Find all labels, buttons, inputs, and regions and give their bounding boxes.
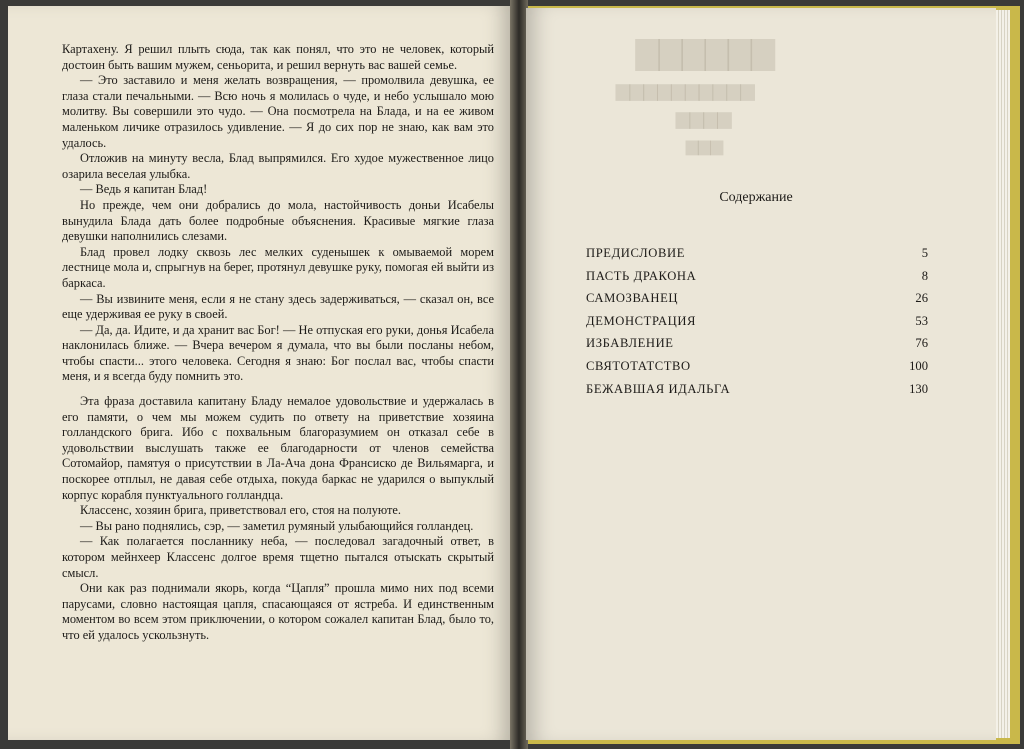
text-paragraph: Отложив на минуту весла, Блад выпрямился. Его худое мужественное лицо озарила веселая улыбка. [62,151,494,181]
toc-entry-title: САМОЗВАНЕЦ [586,291,679,306]
text-paragraph: Блад провел лодку сквозь лес мелких суденышек к омываемой морем лестнице мола и, спрыгнув на берег, протянул девушке руку, помогая ей выйти из баркаса. [62,244,494,290]
toc-entry [586,359,928,382]
toc-entry-page: 5 [921,246,928,260]
toc-entry [586,382,928,405]
bleed-through-shadow: ▆▆▆▆ [676,108,732,128]
bleed-through-shadow: ▆▆▆ [686,138,723,155]
left-page [8,6,512,740]
text-paragraph: — Ведь я капитан Блад! [80,182,208,197]
toc-entry-title: БЕЖАВШАЯ ИДАЛЬГА [586,381,731,396]
text-paragraph: — Вы извините меня, если я не стану здесь задерживаться, — сказал он, все еще удерживая ее руку в своей. [62,291,494,322]
page-stack-edge [996,10,1010,738]
text-paragraph: — Как полагается посланнику неба, — последовал загадочный ответ, в котором мейнхеер Классенс долгое время тщетно пытался отыскать скрытый смысл. [62,534,494,580]
text-paragraph: Эта фраза доставила капитану Бладу немалое удовольствие и удержалась в его памяти, о чем мы можем судить по ответу на приветствие хозяина голландского брига. Ибо с похвальным благоразумием он отказал себе в удовольствии выслушать также ее благодарности от членов семейства Сотомайор, памятуя о присутствии в Ла-Ача дона Франсиско де Вильямарга, и поскорее отплыл, не давая себе отдыха, покуда баркас не ударился о выпуклый корпус корабля пунктуального голландца. [62,394,494,502]
text-paragraph: Они как раз поднимали якорь, когда “Цапля” прошла мимо них под всеми парусами, словно настоящая цапля, спасающаяся от ястреба. И единственным моментом во всем этом приключении, о котором сожалел капитан Блад, было то, что ей удалось ускользнуть. [62,581,494,642]
table-of-contents [586,246,928,404]
toc-entry-page: 100 [909,358,928,373]
toc-entry-page: 26 [915,291,928,306]
toc-entry [586,246,928,269]
bleed-through-shadow: ▇▇▇▇▇▇ [636,37,775,70]
toc-entry-title: ПРЕДИСЛОВИЕ [586,246,685,260]
toc-entry-page: 53 [915,313,928,328]
text-paragraph: Классенс, хозяин брига, приветствовал его, стоя на полуюте. [80,503,401,518]
text-paragraph: — Да, да. Идите, и да хранит вас Бог! — Не отпуская его руки, донья Исабела наклонилась ближе. — Вчера вечером я думала, что вы были посланы небом, чтобы спасти... этого человека. Сегодня я знаю: Бог послал вас, чтобы спасти меня, и я всегда буду помнить это. [62,322,494,384]
toc-entry [586,269,928,292]
toc-entry [586,291,928,314]
bleed-through-shadow: ▆▆▆▆▆▆▆▆▆▆ [616,80,755,100]
text-paragraph: Картахену. Я решил плыть сюда, так как понял, что это не человек, который достоин быть вашим мужем, сеньорита, и решил вернуть вас вашей семье. [62,42,494,72]
toc-title: Содержание [719,190,793,205]
left-page-text [62,42,494,644]
toc-entry-page: 130 [909,381,928,396]
toc-entry-title: СВЯТОТАТСТВО [586,358,691,373]
toc-entry-title: ИЗБАВЛЕНИЕ [586,336,674,351]
toc-entry-page: 8 [921,268,928,283]
text-paragraph: Но прежде, чем они добрались до мола, настойчивость доньи Исабелы вынудила Блада дать более подробные объяснения. Красивые мягкие глаза девушки наполнились слезами. [62,197,494,244]
toc-entry [586,336,928,359]
text-paragraph: — Это заставило и меня желать возвращения, — промолвила девушка, ее глаза стали печальными. — Всю ночь я молилась о чуде, и небо услышало мою молитву. Вы совершили это чудо. — Она посмотрела на Блада, и на ее живом маленьком личике отразилось удивление. — Я до сих пор не знаю, как вам это удалось. [62,73,494,150]
toc-entry [586,314,928,337]
toc-entry-title: ДЕМОНСТРАЦИЯ [586,313,697,328]
toc-entry-page: 76 [915,336,928,351]
text-paragraph: — Вы рано поднялись, сэр, — заметил румяный улыбающийся голландец. [80,518,474,533]
toc-entry-title: ПАСТЬ ДРАКОНА [586,268,697,283]
